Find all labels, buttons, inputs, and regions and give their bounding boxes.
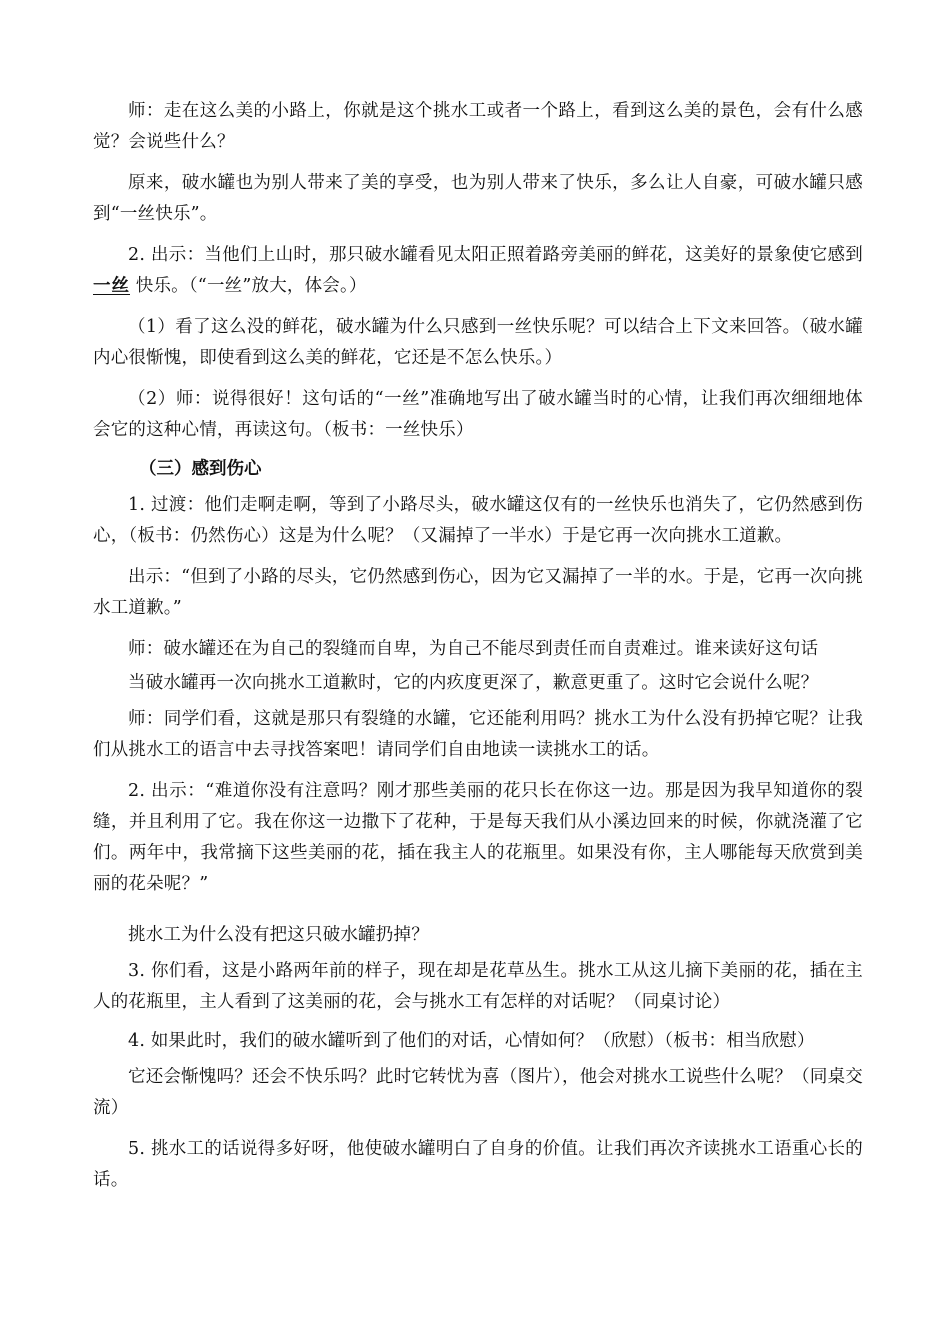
- paragraph-water-carrier-quote: 2. 出示：“难道你没有注意吗？刚才那些美丽的花只长在你这一边。那是因为我早知道你的裂缝，并且利用了它。我在你这一边撒下了花种，于是每天我们从小溪边回来的时候，你就浇灌了它们。两年中，我常摘下这些美丽的花，插在我主人的花瓶里。如果没有你，主人哪能每天欣赏到美丽的花朵呢？”: [93, 781, 863, 894]
- paragraph-question-2: （2）师：说得很好！这句话的“一丝”准确地写出了破水罐当时的心情，让我们再次细细地体会它的这种心情，再读这句。（板书：一丝快乐）: [93, 389, 863, 440]
- paragraph-show-quote: 出示：“但到了小路的尽头，它仍然感到伤心，因为它又漏掉了一半的水。于是，它再一次向挑水工道歉。”: [93, 567, 863, 618]
- paragraph-value: 5. 挑水工的话说得多好呀，他使破水罐明白了自身的价值。让我们再次齐读挑水工语重心长的话。: [93, 1139, 863, 1190]
- paragraph-still-ashamed: 它还会惭愧吗？还会不快乐吗？此时它转忧为喜（图片），他会对挑水工说些什么呢？（同桌交流）: [93, 1067, 863, 1118]
- paragraph-mood: 4. 如果此时，我们的破水罐听到了他们的对话，心情如何？（欣慰）（板书：相当欣慰）: [128, 1031, 815, 1051]
- paragraph-broken-pot-pride: 原来，破水罐也为别人带来了美的享受，也为别人带来了快乐，多么让人自豪，可破水罐只感到“一丝快乐”。: [93, 173, 863, 224]
- paragraph-teacher-look: 师：同学们看，这就是那只有裂缝的水罐，它还能利用吗？挑水工为什么没有扔掉它呢？让我们从挑水工的语言中去寻找答案吧！请同学们自由地读一读挑水工的话。: [93, 709, 863, 760]
- paragraph-apology: 当破水罐再一次向挑水工道歉时，它的内疚度更深了，歉意更重了。这时它会说什么呢？: [128, 673, 819, 693]
- paragraph-show-sentence-part2: 快乐。（“一丝”放大，体会。）: [130, 276, 367, 296]
- paragraph-two-years-ago: 3. 你们看，这是小路两年前的样子，现在却是花草丛生。挑水工从这儿摘下美丽的花，插在主人的花瓶里，主人看到了这美丽的花，会与挑水工有怎样的对话呢？（同桌讨论）: [93, 961, 863, 1012]
- paragraph-show-sentence: [93, 240, 863, 302]
- emphasis-yisi: 一丝: [93, 276, 130, 296]
- paragraph-show-sentence-part1: 2. 出示：当他们上山时，那只破水罐看见太阳正照着路旁美丽的鲜花，这美好的景象使它感到: [128, 245, 863, 265]
- paragraph-teacher-read: 师：破水罐还在为自己的裂缝而自卑，为自己不能尽到责任而自责难过。谁来读好这句话: [128, 639, 819, 659]
- paragraph-question-1: （1）看了这么没的鲜花，破水罐为什么只感到一丝快乐呢？可以结合上下文来回答。（破水罐内心很惭愧，即使看到这么美的鲜花，它还是不怎么快乐。）: [93, 317, 863, 368]
- paragraph-transition: 1. 过渡：他们走啊走啊，等到了小路尽头，破水罐这仅有的一丝快乐也消失了，它仍然感到伤心，（板书：仍然伤心）这是为什么呢？（又漏掉了一半水）于是它再一次向挑水工道歉。: [93, 495, 863, 546]
- paragraph-teacher-question: 师：走在这么美的小路上，你就是这个挑水工或者一个路上，看到这么美的景色，会有什么感觉？会说些什么？: [93, 101, 863, 152]
- section-heading: （三）感到伤心: [139, 459, 262, 479]
- paragraph-why-not-discard: 挑水工为什么没有把这只破水罐扔掉？: [128, 925, 429, 945]
